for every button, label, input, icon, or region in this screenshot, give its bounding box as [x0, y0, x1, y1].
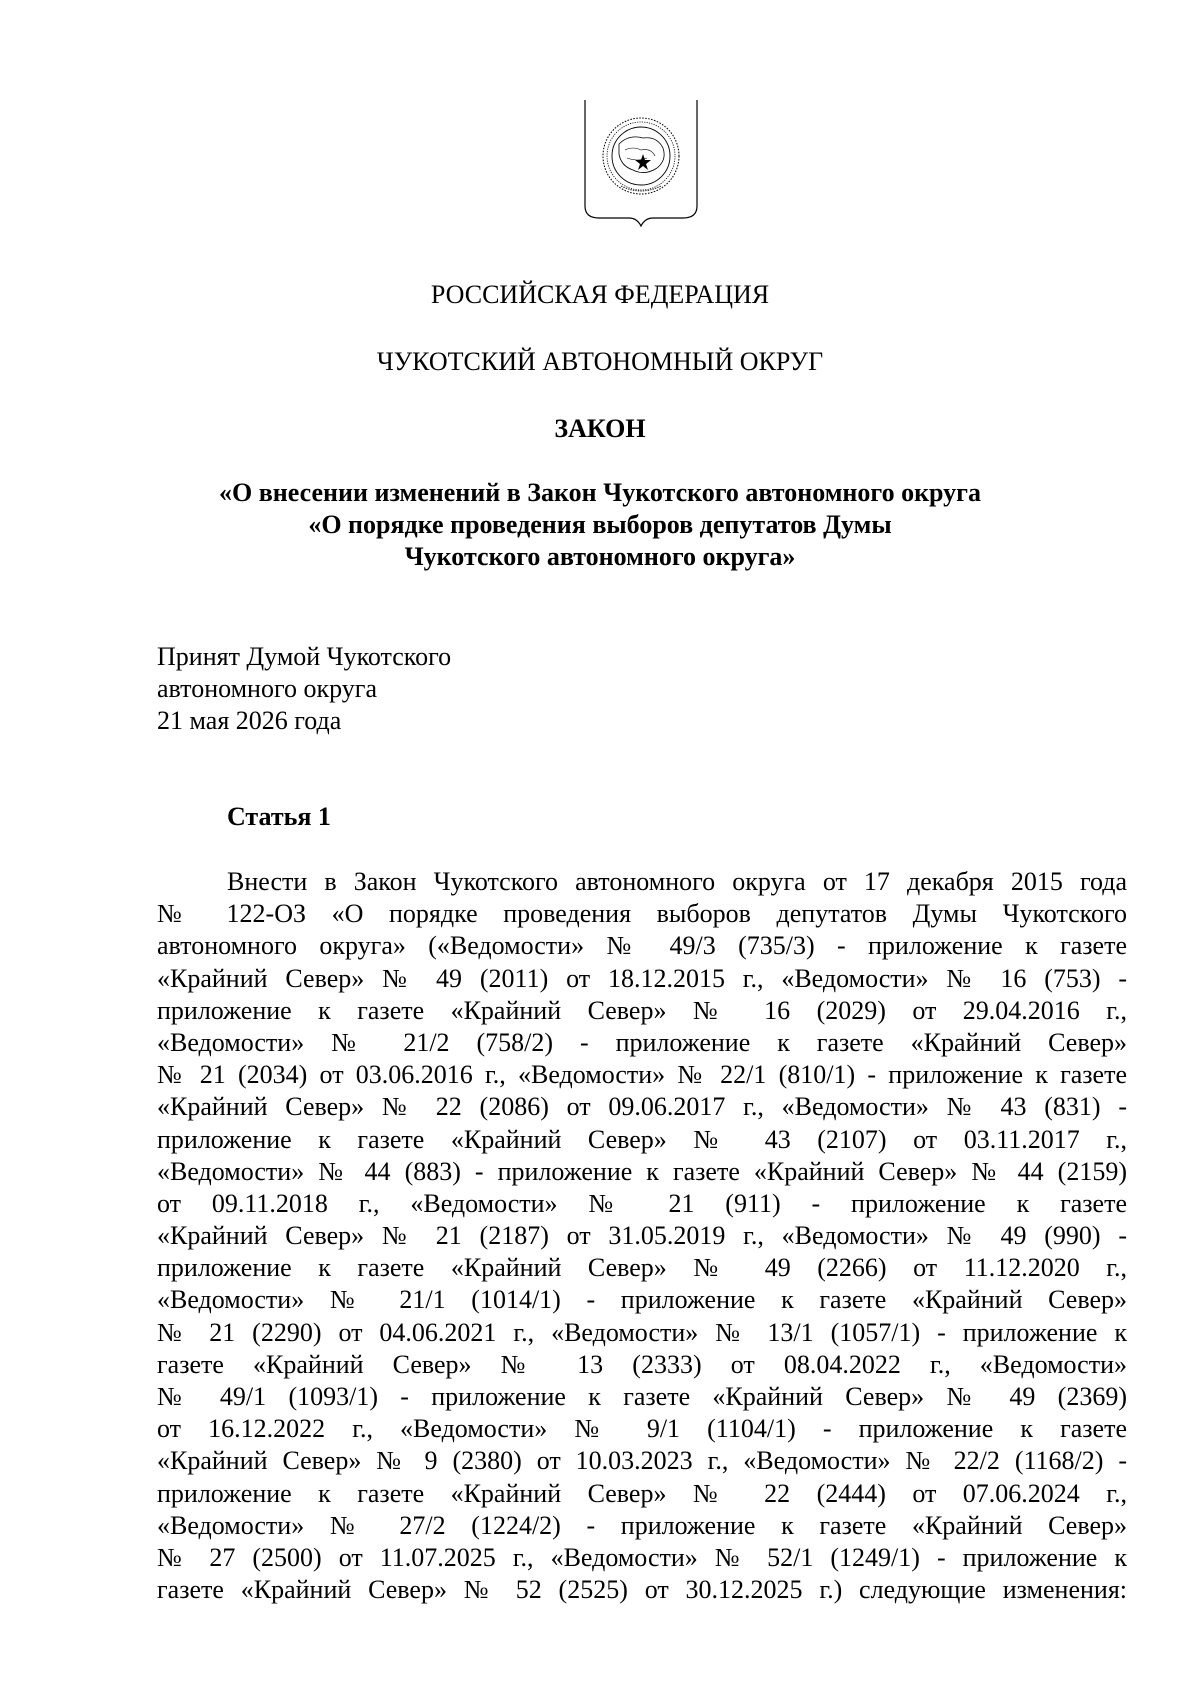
article-text-line: приложение к газете «Крайний Север» № 22 (2444) от 07.06.2024 г., — [157, 1478, 1127, 1508]
coat-of-arms-emblem — [581, 98, 701, 246]
article-text-line: «Ведомости» № 27/2 (1224/2) - приложение к газете «Крайний Север» — [157, 1510, 1127, 1540]
article-text-line: газете «Крайний Север» № 52 (2525) от 30.12.2025 г.) следующие изменения: — [157, 1575, 1127, 1605]
adoption-line: Принят Думой Чукотского — [157, 642, 452, 671]
article-text-line: от 09.11.2018 г., «Ведомости» № 21 (911) - приложение к газете — [157, 1188, 1127, 1218]
article-text-line: приложение к газете «Крайний Север» № 16 (2029) от 29.04.2016 г., — [157, 995, 1127, 1025]
article-body — [157, 866, 1127, 1606]
article-text-line: «Крайний Север» № 21 (2187) от 31.05.2019 г., «Ведомости» № 49 (990) - — [157, 1221, 1127, 1251]
article-text-line: «Ведомости» № 21/2 (758/2) - приложение к газете «Крайний Север» — [157, 1027, 1127, 1057]
article-text-line: № 122-ОЗ «О порядке проведения выборов депутатов Думы Чукотского — [157, 899, 1127, 929]
article-text-line: № 27 (2500) от 11.07.2025 г., «Ведомости» № 52/1 (1249/1) - приложение к — [157, 1542, 1127, 1572]
article-text-line: «Крайний Север» № 49 (2011) от 18.12.2015 г., «Ведомости» № 16 (753) - — [157, 963, 1127, 993]
article-text-line: «Ведомости» № 21/1 (1014/1) - приложение к газете «Крайний Север» — [157, 1285, 1127, 1315]
adoption-info — [157, 641, 451, 737]
article-heading: Статья 1 — [227, 802, 331, 831]
article-text-line: Внести в Закон Чукотского автономного округа от 17 декабря 2015 года — [227, 867, 1127, 896]
adoption-line: автономного округа — [157, 674, 377, 703]
article-text-line: «Ведомости» № 44 (883) - приложение к газете «Крайний Север» № 44 (2159) — [157, 1156, 1127, 1186]
article-text-line: газете «Крайний Север» № 13 (2333) от 08.04.2022 г., «Ведомости» — [157, 1349, 1127, 1379]
article-text-line: «Крайний Север» № 9 (2380) от 10.03.2023 г., «Ведомости» № 22/2 (1168/2) - — [157, 1446, 1127, 1476]
law-title-line: «О внесении изменений в Закон Чукотского автономного округа — [219, 478, 981, 507]
region-heading: ЧУКОТСКИЙ АВТОНОМНЫЙ ОКРУГ — [376, 347, 824, 376]
article-text-line: от 16.12.2022 г., «Ведомости» № 9/1 (1104/1) - приложение к газете — [157, 1414, 1127, 1444]
adoption-date: 21 мая 2026 года — [157, 706, 342, 735]
article-text-line: автономного округа» («Ведомости» № 49/3 (735/3) - приложение к газете — [157, 931, 1127, 961]
country-heading: РОССИЙСКАЯ ФЕДЕРАЦИЯ — [430, 280, 770, 309]
article-text-line: приложение к газете «Крайний Север» № 49 (2266) от 11.12.2020 г., — [157, 1253, 1127, 1283]
article-text-line: № 21 (2290) от 04.06.2021 г., «Ведомости» № 13/1 (1057/1) - приложение к — [157, 1317, 1127, 1347]
law-title — [0, 477, 1200, 573]
law-title-line: «О порядке проведения выборов депутатов Думы — [308, 510, 892, 539]
article-text-line: № 49/1 (1093/1) - приложение к газете «Крайний Север» № 49 (2369) — [157, 1382, 1127, 1411]
article-text-line: «Крайний Север» № 22 (2086) от 09.06.2017 г., «Ведомости» № 43 (831) - — [157, 1092, 1127, 1122]
document-type-heading: ЗАКОН — [554, 414, 646, 443]
article-text-line: № 21 (2034) от 03.06.2016 г., «Ведомости» № 22/1 (810/1) - приложение к газете — [157, 1060, 1127, 1090]
law-title-line: Чукотского автономного округа» — [404, 542, 796, 571]
article-text-line: приложение к газете «Крайний Север» № 43 (2107) от 03.11.2017 г., — [157, 1124, 1127, 1154]
